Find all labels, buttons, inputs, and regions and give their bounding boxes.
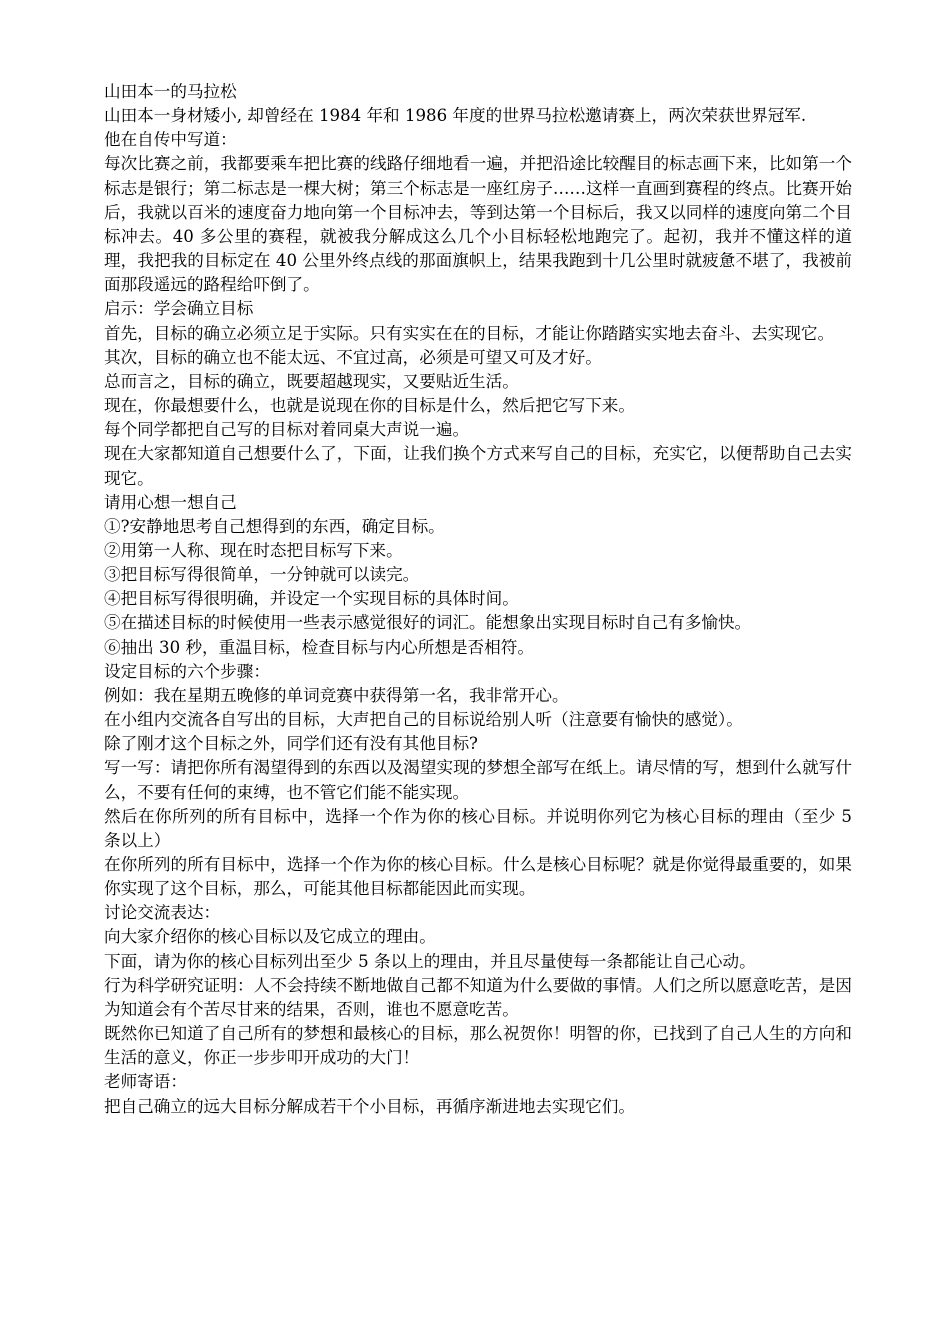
document-title: 山田本一的马拉松 xyxy=(104,82,237,101)
paragraph-list-reasons: 下面，请为你的核心目标列出至少 5 条以上的理由，并且尽量使每一条都能让自己心动。 xyxy=(104,951,756,971)
section-heading-think: 请用心想一想自己 xyxy=(104,492,237,512)
paragraph-share-goal: 每个同学都把自己写的目标对着同桌大声说一遍。 xyxy=(104,420,470,440)
paragraph-core-definition: 在你所列的所有目标中，选择一个作为你的核心目标。什么是核心目标呢？就是你觉得最重要的，如果你实现了这个目标，那么，可能其他目标都能因此而实现。 xyxy=(104,855,852,899)
step-item: ④把目标写得很明确，并设定一个实现目标的具体时间。 xyxy=(104,589,519,609)
section-heading-discussion: 讨论交流表达： xyxy=(104,903,221,923)
paragraph-second: 其次，目标的确立也不能太远、不宜过高，必须是可望又可及才好。 xyxy=(104,347,602,367)
story-paragraph: 每次比赛之前，我都要乘车把比赛的线路仔细地看一遍，并把沿途比较醒目的标志画下来，比如第一个标志是银行；第二标志是一棵大树；第三个标志是一座红房子……这样一直画到赛程的终点。比赛开始后，我就以百米的速度奋力地向第一个目标冲去，等到达第一个目标后，我又以同样的速度向第二个目标冲去。40 多公里的赛程，就被我分解成这么几个小目标轻松地跑完了。起初，我并不懂这样的道理，我把我的目标定在 40 公里外终点线的那面旗帜上，结果我跑到十几公里时就疲惫不堪了，我被前面那段遥远的路程给吓倒了。 xyxy=(104,154,852,295)
paragraph-summary: 总而言之，目标的确立，既要超越现实，又要贴近生活。 xyxy=(104,371,519,391)
paragraph-choose-core: 然后在你所列的所有目标中，选择一个作为你的核心目标。并说明你列它为核心目标的理由（至少 5 条以上） xyxy=(104,806,852,850)
document-body xyxy=(104,80,852,1119)
step-item: ①?安静地思考自己想得到的东西，确定目标。 xyxy=(104,516,445,536)
paragraph-research: 行为科学研究证明：人不会持续不断地做自己都不知道为什么要做的事情。人们之所以愿意吃苦，是因为知道会有个苦尽甘来的结果，否则，谁也不愿意吃苦。 xyxy=(104,975,852,1019)
step-item: ⑥抽出 30 秒，重温目标，检查目标与内心所想是否相符。 xyxy=(104,637,534,657)
step-item: ②用第一人称、现在时态把目标写下来。 xyxy=(104,540,403,560)
paragraph-write-goal: 现在，你最想要什么，也就是说现在你的目标是什么，然后把它写下来。 xyxy=(104,396,635,416)
paragraph-first: 首先，目标的确立必须立足于实际。只有实实在在的目标，才能让你踏踏实实地去奋斗、去实现它。 xyxy=(104,323,835,343)
paragraph-introduce-core: 向大家介绍你的核心目标以及它成立的理由。 xyxy=(104,927,436,947)
paragraph-group-share: 在小组内交流各自写出的目标，大声把自己的目标说给别人听（注意要有愉快的感觉）。 xyxy=(104,710,743,730)
paragraph-congratulations: 既然你已知道了自己所有的梦想和最核心的目标，那么祝贺你！明智的你，已找到了自己人生的方向和生活的意义，你正一步步叩开成功的大门！ xyxy=(104,1024,852,1068)
section-heading-teacher-message: 老师寄语： xyxy=(104,1072,187,1092)
step-item: ③把目标写得很简单，一分钟就可以读完。 xyxy=(104,565,420,585)
paragraph-other-goals: 除了刚才这个目标之外，同学们还有没有其他目标? xyxy=(104,734,478,754)
autobiography-lead: 他在自传中写道： xyxy=(104,130,237,150)
paragraph-example: 例如：我在星期五晚修的单词竞赛中获得第一名，我非常开心。 xyxy=(104,685,569,705)
step-item: ⑤在描述目标的时候使用一些表示感觉很好的词汇。能想象出实现目标时自己有多愉快。 xyxy=(104,613,752,633)
paragraph-rewrite-goal: 现在大家都知道自己想要什么了，下面，让我们换个方式来写自己的目标，充实它，以便帮助自己去实现它。 xyxy=(104,444,852,488)
section-heading-six-steps: 设定目标的六个步骤： xyxy=(104,661,270,681)
section-heading-inspiration: 启示：学会确立目标 xyxy=(104,299,254,319)
paragraph-write-all: 写一写：请把你所有渴望得到的东西以及渴望实现的梦想全部写在纸上。请尽情的写，想到什么就写什么，不要有任何的束缚，也不管它们能不能实现。 xyxy=(104,758,852,802)
intro-paragraph: 山田本一身材矮小, 却曾经在 1984 年和 1986 年度的世界马拉松邀请赛上，两次荣获世界冠军. xyxy=(104,106,807,126)
paragraph-teacher-message: 把自己确立的远大目标分解成若干个小目标，再循序渐进地去实现它们。 xyxy=(104,1096,635,1116)
